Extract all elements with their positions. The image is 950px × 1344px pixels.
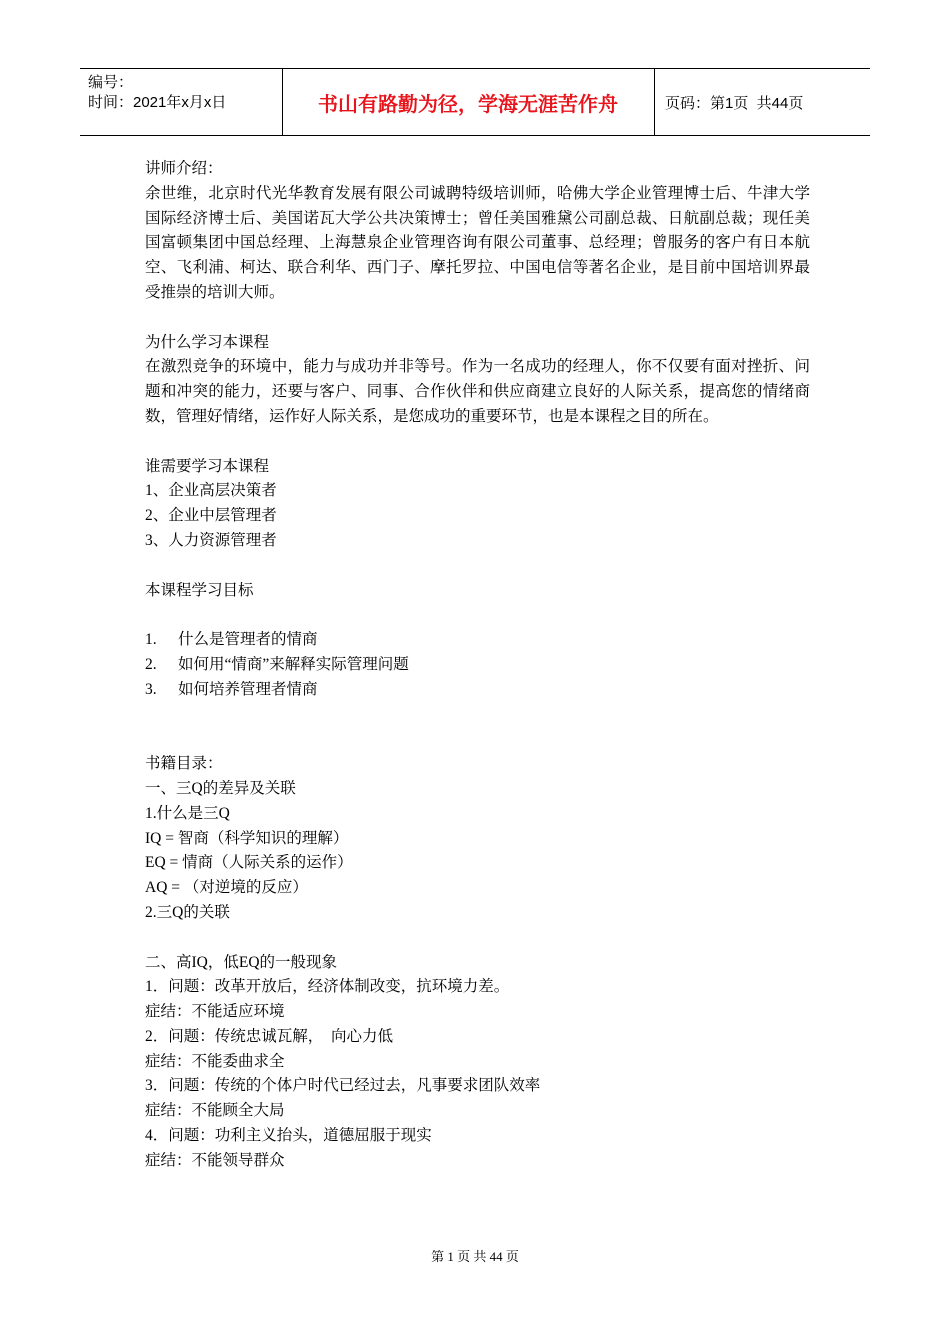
list-number: 2. <box>145 655 157 673</box>
toc-line: 1．问题：改革开放后，经济体制改变，抗环境力差。 <box>145 978 510 996</box>
page-header <box>80 68 870 136</box>
list-item <box>145 678 810 703</box>
list-number: 3. <box>145 680 157 698</box>
toc-line: 症结：不能委曲求全 <box>145 1052 285 1070</box>
goals-heading: 本课程学习目标 <box>145 581 254 599</box>
page-footer: 第 1 页 共 44 页 <box>431 1249 519 1264</box>
intro-heading: 讲师介绍： <box>145 160 223 177</box>
who-heading: 谁需要学习本课程 <box>145 457 270 475</box>
list-text: 如何用“情商”来解释实际管理问题 <box>178 655 409 673</box>
list-item: 3、人力资源管理者 <box>145 531 277 549</box>
list-item: 2、企业中层管理者 <box>145 507 277 525</box>
toc-line: 症结：不能适应环境 <box>145 1003 285 1021</box>
toc-line: IQ = 智商（科学知识的理解） <box>145 829 349 847</box>
toc-line: EQ = 情商（人际关系的运作） <box>145 854 353 872</box>
header-meta <box>88 73 226 113</box>
header-motto: 书山有路勤为径，学海无涯苦作舟 <box>318 91 618 116</box>
list-item <box>145 628 810 653</box>
list-item: 1、企业高层决策者 <box>145 482 277 500</box>
list-text: 如何培养管理者情商 <box>178 680 318 698</box>
list-item <box>145 653 810 678</box>
toc-line: 3．问题：传统的个体户时代已经过去，凡事要求团队效率 <box>145 1077 541 1095</box>
intro-paragraph: 余世维，北京时代光华教育发展有限公司诚聘特级培训师，哈佛大学企业管理博士后、牛津大学国际经济博士后、美国诺瓦大学公共决策博士；曾任美国雅黛公司副总裁、日航副总裁；现任美国富顿集团中国总经理、上海慧泉企业管理咨询有限公司董事、总经理；曾服务的客户有日本航空、飞利浦、柯达、联合利华、西门子、摩托罗拉、中国电信等著名企业，是目前中国培训界最受推崇的培训大师。 <box>145 184 810 301</box>
header-divider <box>654 69 655 135</box>
toc-line: 症结：不能领导群众 <box>145 1151 285 1169</box>
toc-line: 2.三Q的关联 <box>145 903 230 921</box>
toc-line: 2．问题：传统忠诚瓦解， 向心力低 <box>145 1027 394 1045</box>
serial-label: 编号： <box>88 74 134 91</box>
toc-line: 症结：不能顾全大局 <box>145 1102 285 1120</box>
list-number: 1. <box>145 631 157 649</box>
toc-line: 1.什么是三Q <box>145 804 230 822</box>
document-body <box>145 157 810 1174</box>
header-page-info: 页码：第1页 共44页 <box>665 94 804 112</box>
list-text: 什么是管理者的情商 <box>178 631 318 649</box>
toc-line: 二、高IQ，低EQ的一般现象 <box>145 953 338 971</box>
toc-heading: 书籍目录： <box>145 755 223 773</box>
why-heading: 为什么学习本课程 <box>145 333 270 351</box>
date-line: 时间：2021年x月x日 <box>88 94 227 111</box>
why-paragraph: 在激烈竞争的环境中，能力与成功并非等号。作为一名成功的经理人，你不仅要有面对挫折、问题和冲突的能力，还要与客户、同事、合作伙伴和供应商建立良好的人际关系，提高您的情绪商数，管理好情绪，运作好人际关系，是您成功的重要环节，也是本课程之目的所在。 <box>145 358 810 425</box>
toc-line: AQ = （对逆境的反应） <box>145 879 308 897</box>
toc-line: 一、三Q的差异及关联 <box>145 779 296 797</box>
toc-line: 4．问题：功利主义抬头，道德屈服于现实 <box>145 1127 432 1145</box>
